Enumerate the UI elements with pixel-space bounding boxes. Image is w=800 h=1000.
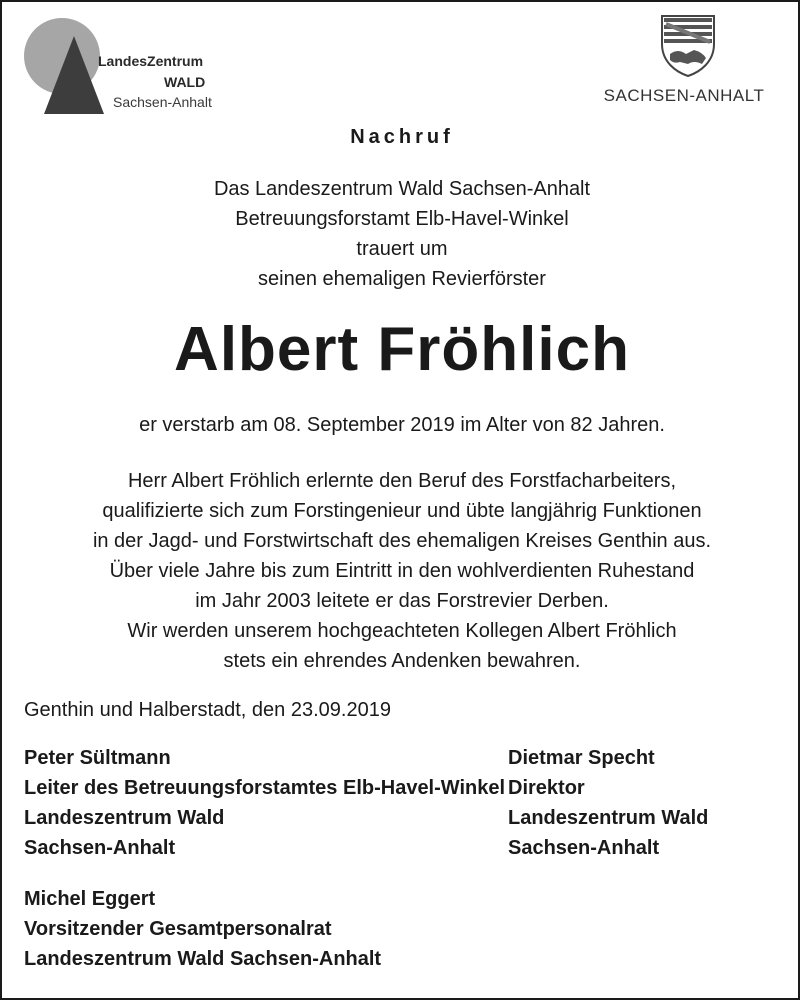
landeszentrum-wald-logo bbox=[24, 18, 224, 118]
signatory-2 bbox=[508, 743, 708, 863]
signatory-org: Sachsen-Anhalt bbox=[24, 837, 176, 859]
biography-line: stets ein ehrendes Andenken bewahren. bbox=[223, 650, 581, 672]
signatory-org: Sachsen-Anhalt bbox=[508, 837, 660, 859]
logo-tree-triangle-icon bbox=[44, 36, 104, 114]
signatory-name: Dietmar Specht bbox=[508, 747, 655, 769]
deceased-name: Albert Fröhlich bbox=[174, 315, 630, 384]
signatory-name: Peter Sültmann bbox=[24, 747, 171, 769]
coat-of-arms-icon bbox=[658, 14, 718, 78]
logo-line-3: Sachsen-Anhalt bbox=[113, 94, 212, 110]
signatory-org: Landeszentrum Wald bbox=[508, 807, 709, 829]
biography-text bbox=[2, 466, 800, 676]
signatory-org: Landeszentrum Wald bbox=[24, 807, 225, 829]
intro-line: Das Landeszentrum Wald Sachsen-Anhalt bbox=[213, 178, 591, 200]
signatory-role: Vorsitzender Gesamtpersonalrat bbox=[24, 918, 332, 940]
intro-text bbox=[2, 174, 800, 294]
biography-line: im Jahr 2003 leitete er das Forstrevier Derben. bbox=[195, 590, 609, 612]
sachsen-anhalt-logo bbox=[586, 14, 786, 114]
place-and-date: Genthin und Halberstadt, den 23.09.2019 bbox=[24, 699, 391, 721]
notice-title: Nachruf bbox=[350, 126, 454, 148]
intro-line: trauert um bbox=[356, 238, 448, 260]
biography-line: qualifizierte sich zum Forstingenieur und übte langjährig Funktionen bbox=[102, 500, 702, 522]
intro-line: Betreuungsforstamt Elb-Havel-Winkel bbox=[235, 208, 569, 230]
intro-line: seinen ehemaligen Revierförster bbox=[258, 268, 546, 290]
logo-line-2: WALD bbox=[164, 74, 206, 90]
signatory-role: Direktor bbox=[508, 777, 585, 799]
signatory-3 bbox=[24, 884, 381, 974]
death-date-line: er verstarb am 08. September 2019 im Alter von 82 Jahren. bbox=[139, 414, 665, 436]
biography-line: in der Jagd- und Forstwirtschaft des ehemaligen Kreises Genthin aus. bbox=[92, 530, 712, 552]
signatory-1 bbox=[24, 743, 505, 863]
sachsen-anhalt-wordmark: SACHSEN-ANHALT bbox=[603, 86, 765, 105]
biography-line: Herr Albert Fröhlich erlernte den Beruf des Forstfacharbeiters, bbox=[127, 470, 677, 492]
biography-line: Wir werden unserem hochgeachteten Kollegen Albert Fröhlich bbox=[127, 620, 677, 642]
signatory-role: Leiter des Betreuungsforstamtes Elb-Havel-Winkel bbox=[24, 777, 506, 799]
signatory-org: Landeszentrum Wald Sachsen-Anhalt bbox=[24, 948, 382, 970]
logo-line-1: LandesZentrum bbox=[98, 53, 204, 69]
biography-line: Über viele Jahre bis zum Eintritt in den wohlverdienten Ruhestand bbox=[109, 560, 695, 582]
signatory-name: Michel Eggert bbox=[24, 888, 156, 910]
